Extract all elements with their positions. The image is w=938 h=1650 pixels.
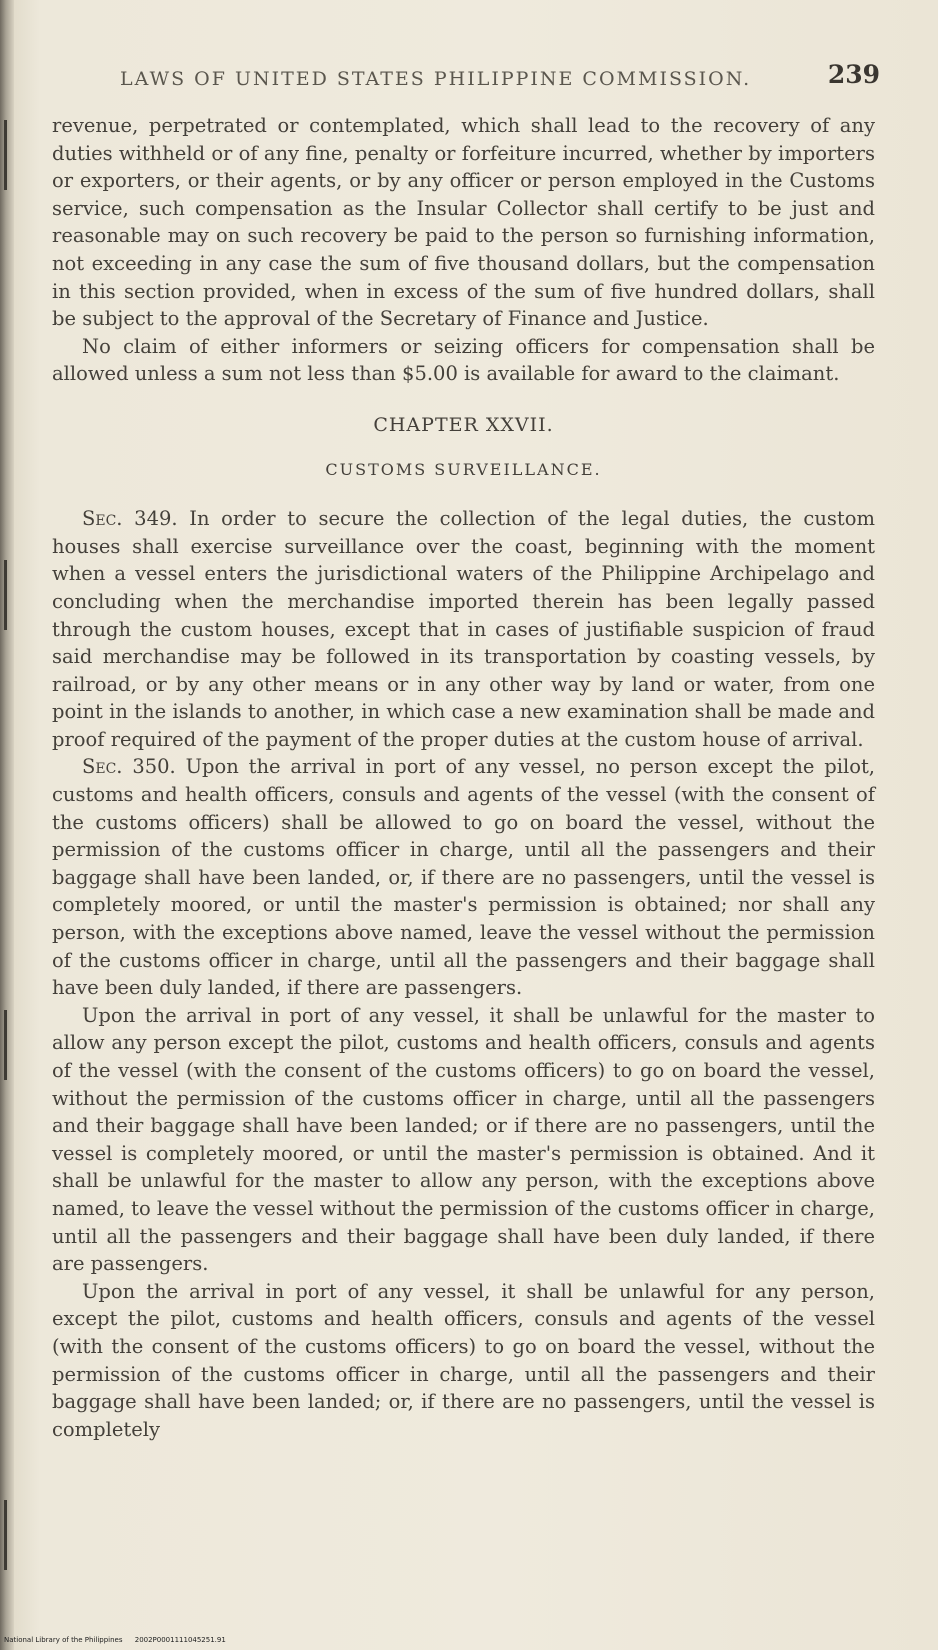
scan-footer [4, 1636, 236, 1644]
paragraph: No claim of either informers or seizing officers for compensation shall be allowed unless a sum not less than $5.00 is available for award to the claimant. [52, 334, 875, 386]
paragraph: revenue, perpetrated or contemplated, which shall lead to the recovery of any duties withheld or of any fine, penalty or forfeiture incurred, whether by importers or exporters, or their agents, or by any officer or person employed in the Customs service, such compensation as the Insular Collector shall certify to be just and reasonable may on such recovery be paid to the person so furnishing information, not exceeding in any case the sum of five thousand dollars, but the compensation in this section provided, when in excess of the sum of five hundred dollars, shall be subject to the approval of the Secretary of Finance and Justice. [52, 114, 875, 331]
footer-library: National Library of the Philippines [4, 1636, 123, 1644]
book-binding-edge [0, 0, 14, 1650]
binding-stitch [4, 560, 7, 630]
chapter-subtitle: CUSTOMS SURVEILLANCE. [325, 459, 602, 479]
page-number: 239 [827, 60, 880, 89]
section-text: Upon the arrival in port of any vessel, no person except the pilot, customs and health officers, consuls and agents of the vessel (with the consent of the customs officers) shall be allowed to go on board the vessel, without the permission of the customs officer in charge, until all the passengers and their baggage shall have been landed, or, if there are no passengers, until the vessel is completely moored, or until the master's permission is obtained; nor shall any person, with the exceptions above named, leave the vessel without the permission of the customs officer in charge, until all the passengers and their baggage shall have been duly landed, if there are passengers. [52, 755, 875, 1000]
running-head: LAWS OF UNITED STATES PHILIPPINE COMMISSION. [120, 68, 752, 90]
paragraph: Upon the arrival in port of any vessel, it shall be unlawful for the master to allow any person except the pilot, customs and health officers, consuls and agents of the vessel (with the consent of the customs officers) to go on board the vessel, without the permission of the customs officer in charge, until all the passengers and their baggage shall have been landed; or if there are no passengers, until the vessel is completely moored, or until the master's permission is obtained. And it shall be unlawful for the master to allow any person, with the exceptions above named, to leave the vessel without the permission of the customs officer in charge, until all the passengers and their baggage shall have been duly landed, if there are passengers. [52, 1003, 875, 1276]
binding-stitch [4, 1010, 7, 1080]
binding-stitch [4, 1500, 7, 1570]
section-text: In order to secure the collection of the legal duties, the custom houses shall exercise surveillance over the coast, beginning with the moment when a vessel enters the jurisdictional waters of the Philippine Archipelago and concluding when the merchandise imported therein has been legally passed through the custom houses, except that in cases of justifiable suspicion of fraud said merchandise may be followed in its transportation by coasting vessels, by railroad, or by any other means or in any other way by land or water, from one point in the islands to another, in which case a new examination shall be made and proof required of the payment of the proper duties at the custom house of arrival. [52, 507, 875, 751]
footer-id: 2002P0001111045251.91 [134, 1636, 226, 1644]
page-body [52, 112, 875, 1443]
chapter-title: CHAPTER XXVII. [373, 413, 554, 436]
paragraph: Upon the arrival in port of any vessel, it shall be unlawful for any person, except the pilot, customs and health officers, consuls and agents of the vessel (with the consent of the customs officers) to go on board the vessel, without the permission of the customs officer in charge, until all the passengers and their baggage shall have been landed; or, if there are no passengers, until the vessel is completely [52, 1279, 875, 1441]
binding-stitch [4, 120, 7, 190]
section-label: Sec. 350. [82, 755, 176, 779]
section-label: Sec. 349. [82, 507, 178, 531]
section-350 [52, 753, 875, 1001]
section-349 [52, 505, 875, 753]
